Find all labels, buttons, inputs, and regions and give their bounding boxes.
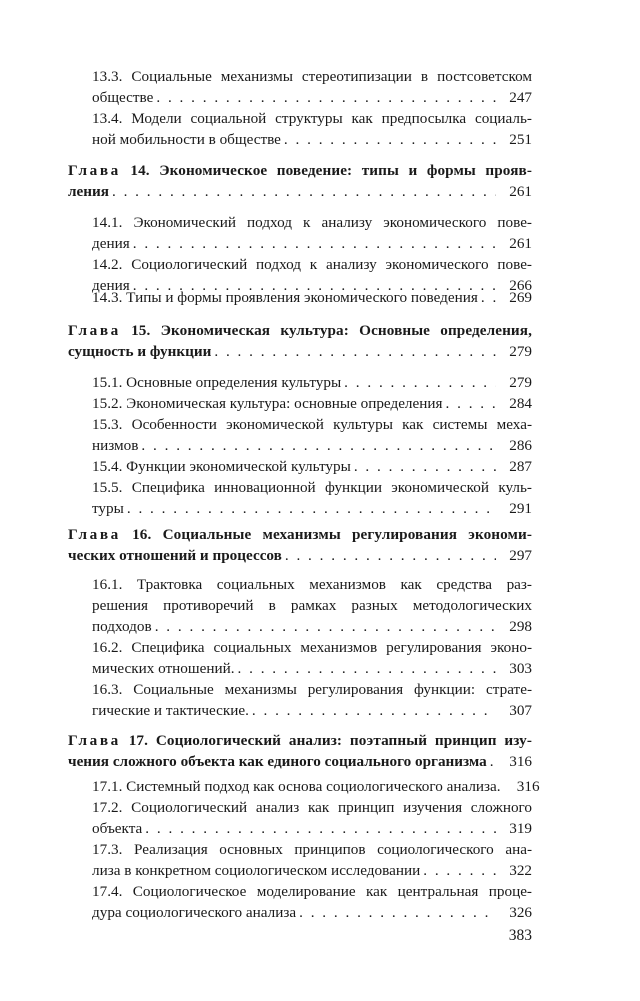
entry-line: 14. Экономическое поведение: типы и формы прояв- — [120, 162, 532, 179]
toc-entry-15-1 — [92, 372, 532, 393]
entry-line: 15.5. Специфика инновационной функции экономической куль- — [92, 479, 532, 496]
toc-entry-14-1 — [92, 212, 532, 254]
toc-chapter-15 — [68, 320, 532, 362]
dot-leader — [285, 545, 496, 566]
entry-line: мических отношений. — [92, 660, 235, 677]
dot-leader — [133, 233, 496, 254]
page-ref: 316 — [516, 778, 540, 795]
entry-line: объекта — [92, 820, 143, 837]
entry-line: 17.1. Системный подход как основа социологического анализа. — [92, 778, 501, 795]
toc-entry-17-4 — [92, 881, 532, 923]
dot-leader — [127, 498, 496, 519]
page-ref: 261 — [509, 183, 532, 200]
page-ref: 269 — [509, 289, 532, 306]
entry-line: 15.4. Функции экономической культуры — [92, 458, 351, 475]
page-ref: 319 — [509, 820, 532, 837]
entry-line: 14.2. Социологический подход к анализу экономического пове- — [92, 256, 532, 273]
page-ref: 298 — [509, 618, 532, 635]
toc-entry-17-1 — [92, 776, 540, 797]
page-ref: 297 — [509, 547, 532, 564]
dot-leader — [344, 372, 496, 393]
dot-leader — [145, 818, 496, 839]
dot-leader — [299, 902, 496, 923]
entry-line: решения противоречий в рамках разных методологических — [92, 597, 532, 614]
entry-line: 17.4. Социологическое моделирование как центральная проце- — [92, 883, 532, 900]
dot-leader — [252, 700, 496, 721]
page-ref: 286 — [509, 437, 532, 454]
dot-leader — [112, 181, 496, 202]
dot-leader — [481, 287, 496, 308]
page-ref: 326 — [509, 904, 532, 921]
toc-entry-13-4 — [92, 108, 532, 150]
entry-line: 15.3. Особенности экономической культуры как системы меха- — [92, 416, 532, 433]
entry-line: 15. Экономическая культура: Основные определения, — [120, 322, 532, 339]
page-ref: 279 — [509, 343, 532, 360]
entry-line: 15.2. Экономическая культура: основные определения — [92, 395, 443, 412]
toc-entry-15-2 — [92, 393, 532, 414]
chapter-line — [68, 320, 532, 341]
toc-entry-16-2 — [92, 637, 532, 679]
entry-line: подходов — [92, 618, 152, 635]
page-ref: 247 — [509, 89, 532, 106]
chapter-word: Глава — [68, 732, 121, 749]
dot-leader — [354, 456, 496, 477]
entry-line: обществе — [92, 89, 154, 106]
entry-line: чения сложного объекта как единого социального организма — [68, 753, 487, 770]
page-number: 383 — [508, 927, 532, 944]
entry-line: 17. Социологический анализ: поэтапный принцип изу- — [120, 732, 532, 749]
chapter-line — [68, 160, 532, 181]
toc-entry-15-3 — [92, 414, 532, 456]
dot-leader — [155, 616, 496, 637]
dot-leader — [423, 860, 496, 881]
entry-line: 15.1. Основные определения культуры — [92, 374, 342, 391]
entry-line: 16. Социальные механизмы регулирования экономи- — [120, 526, 532, 543]
toc-chapter-17 — [68, 730, 532, 772]
entry-line: 13.4. Модели социальной структуры как предпосылка социаль- — [92, 110, 532, 127]
toc-entry-13-3 — [92, 66, 532, 108]
entry-line: 13.3. Социальные механизмы стереотипизации в постсоветском — [92, 68, 532, 85]
page-ref: 251 — [509, 131, 532, 148]
entry-line: дура социологического анализа — [92, 904, 297, 921]
dot-leader — [214, 341, 496, 362]
entry-line: 16.1. Трактовка социальных механизмов как средства раз- — [92, 576, 532, 593]
toc-entry-17-3 — [92, 839, 532, 881]
page-ref: 261 — [509, 235, 532, 252]
entry-line: гические и тактические. — [92, 702, 249, 719]
entry-line: 17.3. Реализация основных принципов социологического ана- — [92, 841, 532, 858]
page-ref: 303 — [509, 660, 532, 677]
toc-entry-14-3 — [92, 287, 532, 308]
toc-entry-16-3 — [92, 679, 532, 721]
dot-leader — [284, 129, 496, 150]
chapter-word: Глава — [68, 526, 121, 543]
entry-line: сущность и функции — [68, 343, 212, 360]
toc-entry-15-4 — [92, 456, 532, 477]
page-ref: 287 — [509, 458, 532, 475]
toc-entry-16-1 — [92, 574, 532, 637]
dot-leader — [490, 751, 496, 772]
entry-line: дения — [92, 277, 130, 294]
entry-line: 16.2. Специфика социальных механизмов регулирования эконо- — [92, 639, 532, 656]
page-ref: 284 — [509, 395, 532, 412]
chapter-word: Глава — [68, 322, 121, 339]
dot-leader — [141, 435, 496, 456]
entry-line: ной мобильности в обществе — [92, 131, 281, 148]
entry-line: 16.3. Социальные механизмы регулирования функции: страте- — [92, 681, 532, 698]
page-ref: 266 — [509, 277, 532, 294]
toc-chapter-16 — [68, 524, 532, 566]
entry-line: лиза в конкретном социологическом исследовании — [92, 862, 421, 879]
toc-chapter-14 — [68, 160, 532, 202]
entry-line: 14.1. Экономический подход к анализу экономического пове- — [92, 214, 532, 231]
page-ref: 307 — [509, 702, 532, 719]
dot-leader — [238, 658, 496, 679]
entry-line: дения — [92, 235, 130, 252]
page-ref: 291 — [509, 500, 532, 517]
toc-entry-17-2 — [92, 797, 532, 839]
entry-line: 14.3. Типы и формы проявления экономического поведения — [92, 289, 478, 306]
entry-line: низмов — [92, 437, 139, 454]
dot-leader — [156, 87, 496, 108]
toc-entry-15-5 — [92, 477, 532, 519]
entry-line: туры — [92, 500, 124, 517]
chapter-line — [68, 730, 532, 751]
dot-leader — [446, 393, 497, 414]
entry-line: ления — [68, 183, 109, 200]
chapter-line — [68, 524, 532, 545]
page-ref: 279 — [509, 374, 532, 391]
entry-line: ческих отношений и процессов — [68, 547, 282, 564]
page-ref: 322 — [509, 862, 532, 879]
chapter-word: Глава — [68, 162, 121, 179]
page-ref: 316 — [509, 753, 532, 770]
entry-line: 17.2. Социологический анализ как принцип изучения сложного — [92, 799, 532, 816]
